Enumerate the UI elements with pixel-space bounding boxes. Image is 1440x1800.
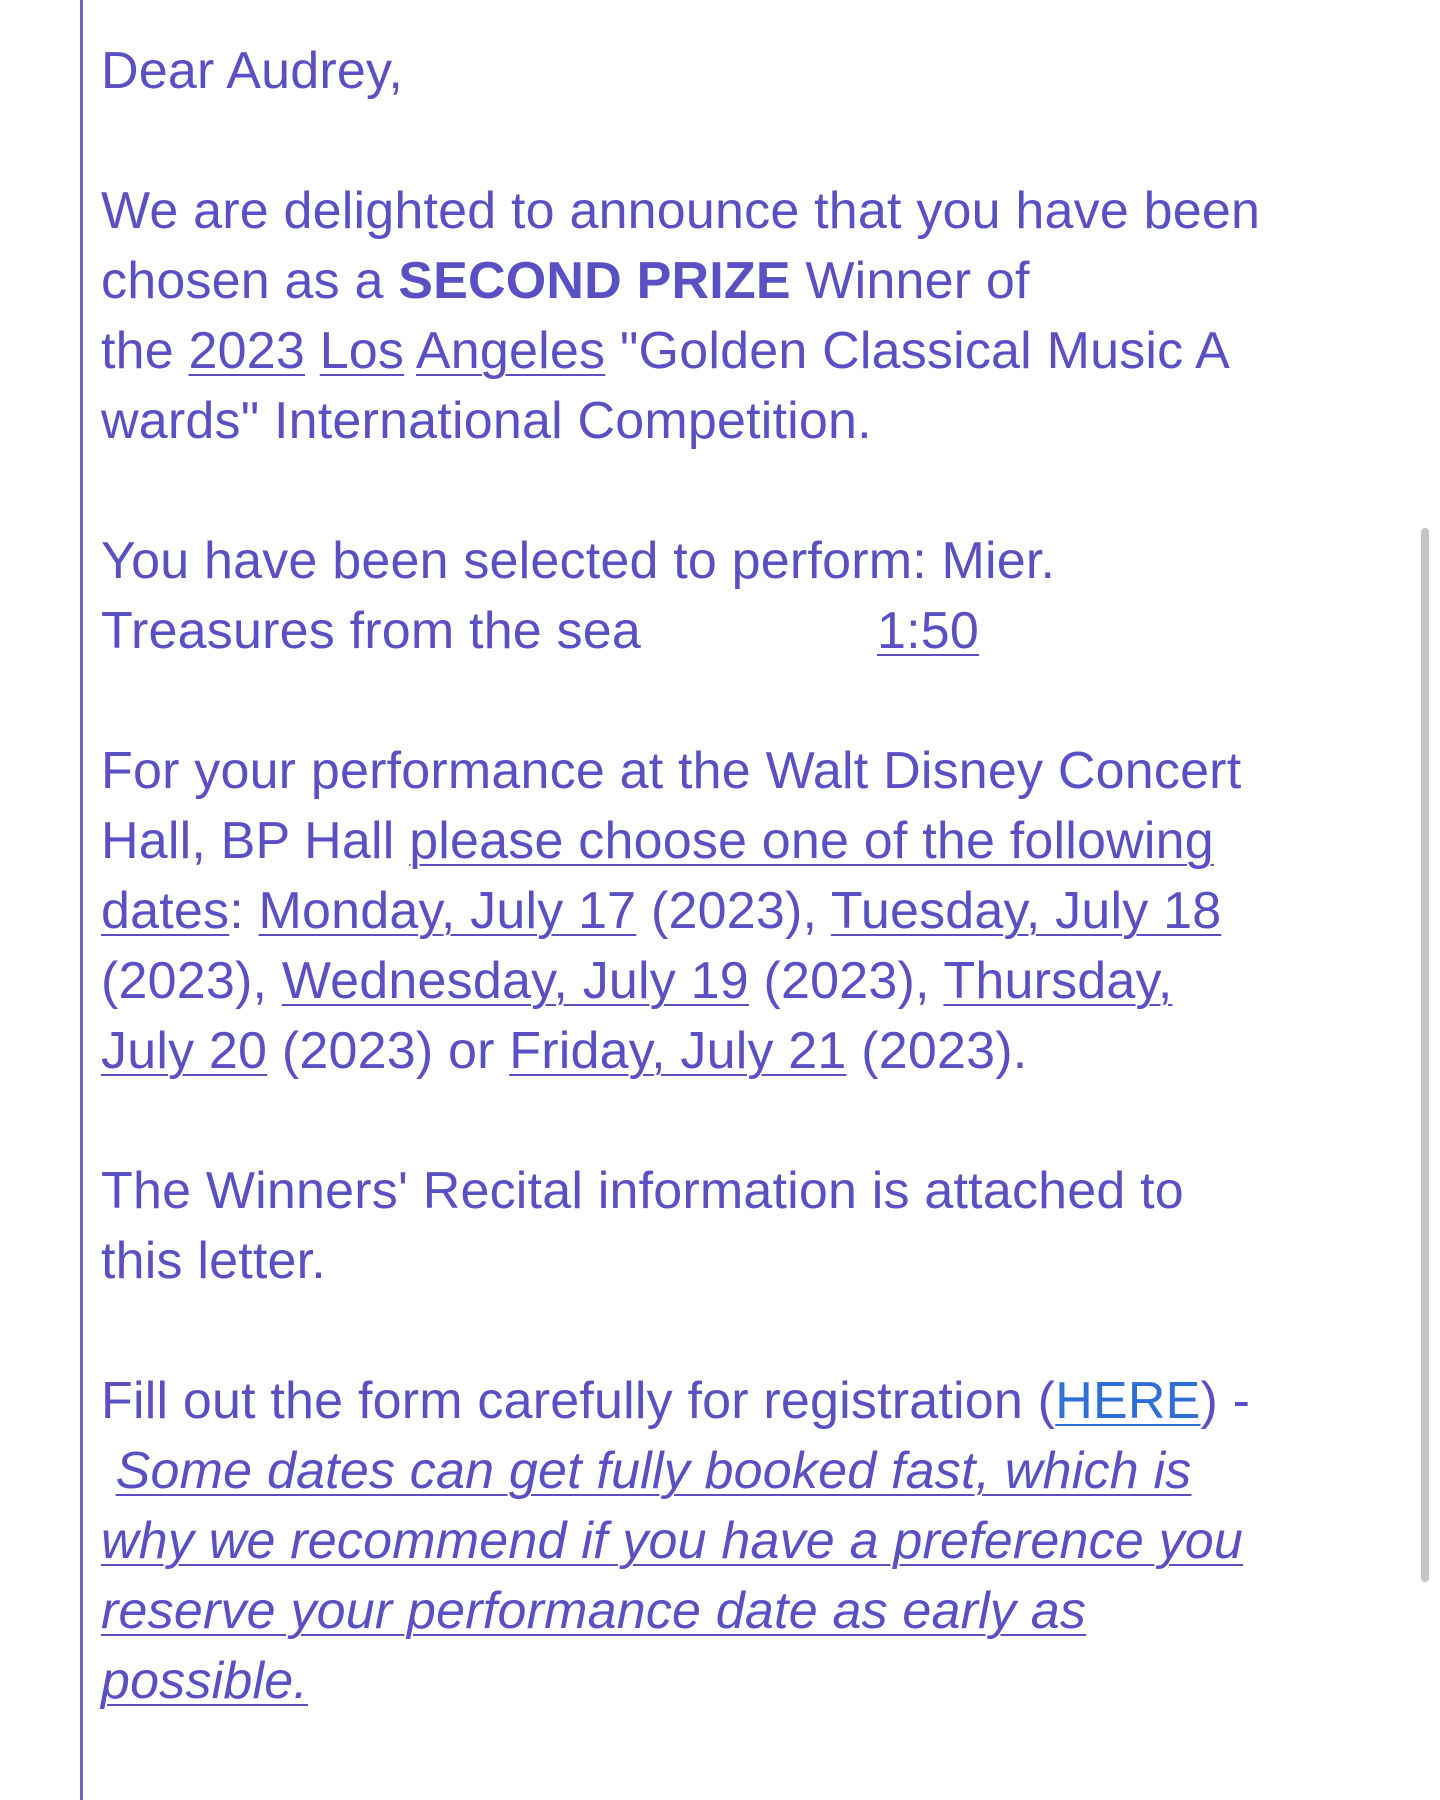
piece-title: Treasures from the sea bbox=[101, 602, 642, 660]
form-line-1 bbox=[101, 1366, 1391, 1436]
letter-body bbox=[101, 36, 1391, 1716]
announcement-line-2 bbox=[101, 246, 1391, 316]
recital-line-1: The Winners' Recital information is attached to bbox=[101, 1162, 1184, 1220]
date-thursday-link-continued[interactable]: July 20 bbox=[101, 1022, 268, 1080]
date-wednesday-link[interactable]: Wednesday, July 19 bbox=[281, 952, 749, 1010]
performance-line-5 bbox=[101, 1016, 1391, 1086]
booking-note-link-4[interactable]: possible. bbox=[101, 1652, 309, 1710]
date-monday-link[interactable]: Monday, July 17 bbox=[258, 882, 637, 940]
announcement-line-4: wards" International Competition. bbox=[101, 392, 872, 450]
announcement-text: Winner of bbox=[790, 252, 1030, 310]
year-text: (2023), bbox=[636, 882, 831, 940]
announcement-line-3 bbox=[101, 316, 1391, 386]
colon-text: : bbox=[229, 882, 259, 940]
form-text: ) - bbox=[1200, 1372, 1251, 1430]
dates-link[interactable]: dates bbox=[101, 882, 230, 940]
date-tuesday-link[interactable]: Tuesday, July 18 bbox=[830, 882, 1222, 940]
recital-paragraph bbox=[101, 1156, 1391, 1296]
announcement-text: the bbox=[101, 322, 189, 380]
performance-line-1: For your performance at the Walt Disney Concert bbox=[101, 742, 1242, 800]
date-thursday-link[interactable]: Thursday, bbox=[943, 952, 1173, 1010]
performance-line-2 bbox=[101, 806, 1391, 876]
duration-link[interactable]: 1:50 bbox=[877, 602, 980, 660]
selection-line-2 bbox=[101, 596, 1391, 666]
greeting-paragraph bbox=[101, 36, 1391, 106]
form-paragraph bbox=[101, 1366, 1391, 1716]
performance-line-4 bbox=[101, 946, 1391, 1016]
announcement-paragraph bbox=[101, 176, 1391, 456]
greeting: Dear Audrey, bbox=[101, 42, 404, 100]
competition-name: "Golden Classical Music A bbox=[605, 322, 1231, 380]
prize-level: SECOND PRIZE bbox=[398, 252, 791, 310]
selection-line-1: You have been selected to perform: Mier. bbox=[101, 532, 1056, 590]
booking-note-link-3[interactable]: reserve your performance date as early as bbox=[101, 1582, 1087, 1640]
angeles-link[interactable]: Angeles bbox=[415, 322, 606, 380]
scrollbar[interactable] bbox=[1421, 528, 1429, 1582]
performance-paragraph bbox=[101, 736, 1391, 1086]
booking-note-link-1[interactable]: Some dates can get fully booked fast, which is bbox=[115, 1442, 1192, 1500]
selection-paragraph bbox=[101, 526, 1391, 666]
year-link[interactable]: 2023 bbox=[188, 322, 306, 380]
booking-note-link-2[interactable]: why we recommend if you have a preference you bbox=[101, 1512, 1244, 1570]
year-text: (2023) or bbox=[267, 1022, 510, 1080]
form-line-3 bbox=[101, 1506, 1391, 1576]
performance-line-3 bbox=[101, 876, 1391, 946]
date-friday-link[interactable]: Friday, July 21 bbox=[509, 1022, 847, 1080]
year-text: (2023), bbox=[101, 952, 282, 1010]
los-link[interactable]: Los bbox=[319, 322, 405, 380]
form-line-4 bbox=[101, 1576, 1391, 1646]
year-text: (2023). bbox=[846, 1022, 1028, 1080]
quote-bar bbox=[80, 0, 83, 1800]
choose-dates-link[interactable]: please choose one of the following bbox=[409, 812, 1214, 870]
form-line-5 bbox=[101, 1646, 1391, 1716]
form-line-2 bbox=[101, 1436, 1391, 1506]
announcement-line-1: We are delighted to announce that you have been bbox=[101, 182, 1261, 240]
year-text: (2023), bbox=[748, 952, 944, 1010]
form-text: Fill out the form carefully for registration ( bbox=[101, 1372, 1056, 1430]
here-link[interactable]: HERE bbox=[1055, 1372, 1201, 1430]
recital-line-2: this letter. bbox=[101, 1232, 326, 1290]
announcement-text: chosen as a bbox=[101, 252, 399, 310]
venue-text: Hall, BP Hall bbox=[101, 812, 410, 870]
